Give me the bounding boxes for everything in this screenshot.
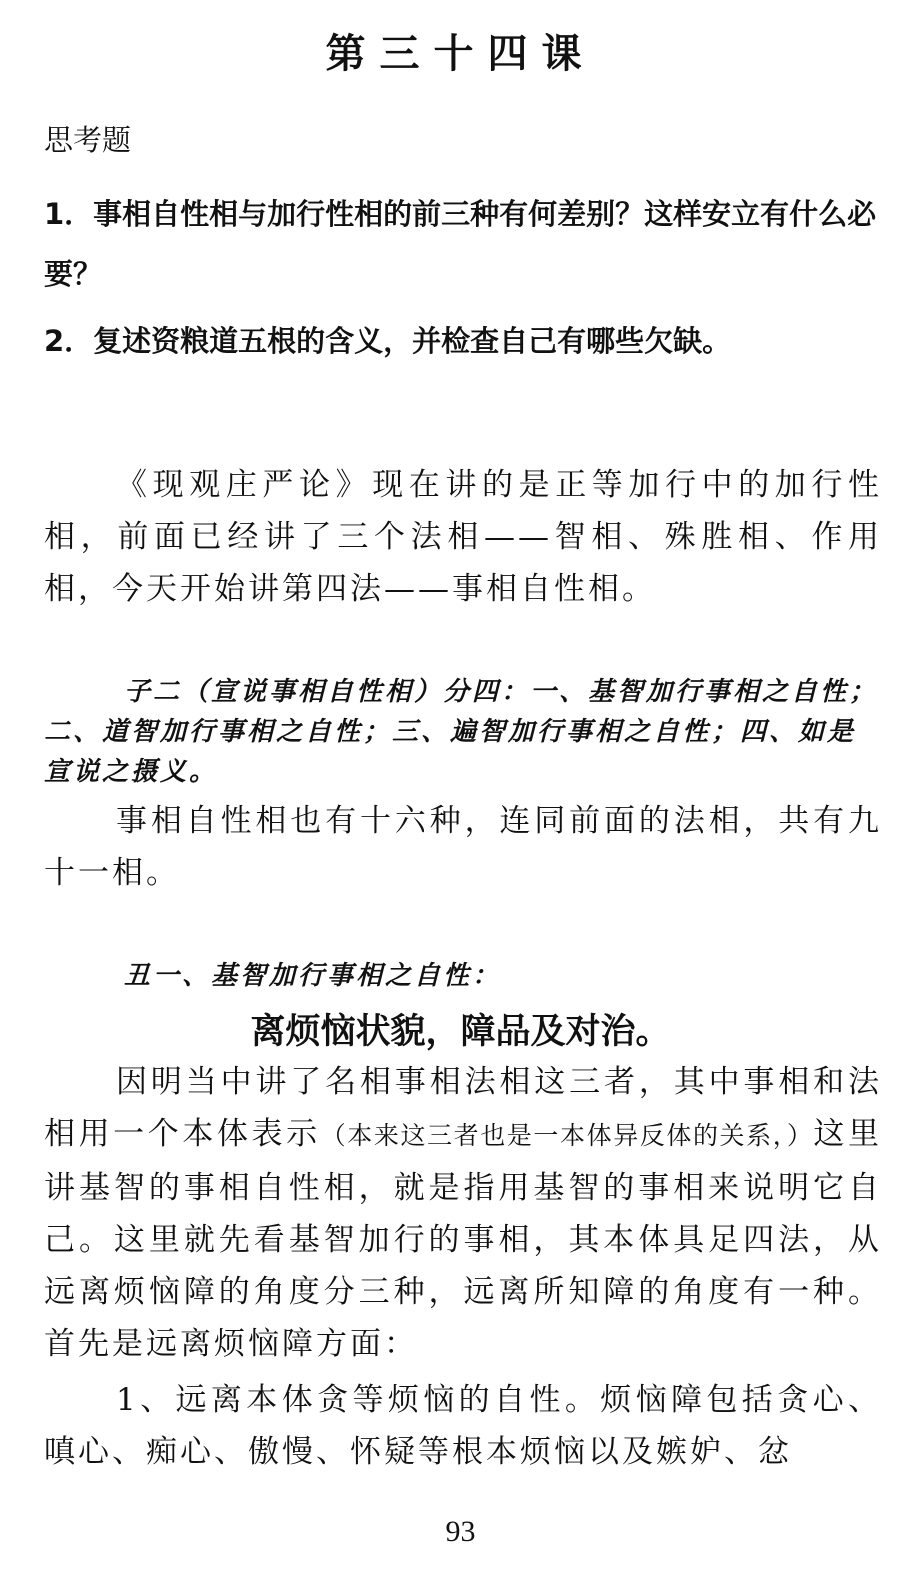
intro-paragraph: 《现观庄严论》现在讲的是正等加行中的加行性相，前面已经讲了三个法相——智相、殊胜相、作用相，今天开始讲第四法——事相自性相。 bbox=[44, 467, 882, 607]
root-verse: 离烦恼状貌，障品及对治。 bbox=[250, 1012, 671, 1052]
outline-heading-zi-er: 子二（宣说事相自性相）分四：一、基智加行事相之自性；二、道智加行事相之自性；三、遍智加行事相之自性；四、如是宣说之摄义。 bbox=[44, 677, 879, 787]
page-number: 93 bbox=[445, 1515, 476, 1548]
explanation-main-text: 因明当中讲了名相事相法相这三者，其中事相和法相用一个本体表示 bbox=[44, 1064, 882, 1152]
outline-heading-chou-yi: 丑一、基智加行事相之自性： bbox=[124, 961, 502, 991]
explanation-paragraph bbox=[44, 1056, 882, 1370]
explanation-rest-text: 这里讲基智的事相自性相，就是指用基智的事相来说明它自己。这里就先看基智加行的事相，其本体具足四法，从远离烦恼障的角度分三种，远离所知障的角度有一种。首先是远离烦恼障方面： bbox=[44, 1116, 882, 1362]
lesson-title: 第三十四课 bbox=[325, 30, 596, 77]
question-2: 2．复述资粮道五根的含义，并检查自己有哪些欠缺。 bbox=[44, 324, 732, 358]
explanation-note: （本来这三者也是一本体异反体的关系，） bbox=[320, 1121, 814, 1150]
questions-heading: 思考题 bbox=[44, 123, 132, 157]
point-one-paragraph: 1、远离本体贪等烦恼的自性。烦恼障包括贪心、嗔心、痴心、傲慢、怀疑等根本烦恼以及嫉妒、忿 bbox=[44, 1382, 882, 1470]
question-1: 1．事相自性相与加行性相的前三种有何差别？这样安立有什么必要？ bbox=[44, 197, 877, 291]
ninety-one-paragraph: 事相自性相也有十六种，连同前面的法相，共有九十一相。 bbox=[44, 803, 882, 891]
